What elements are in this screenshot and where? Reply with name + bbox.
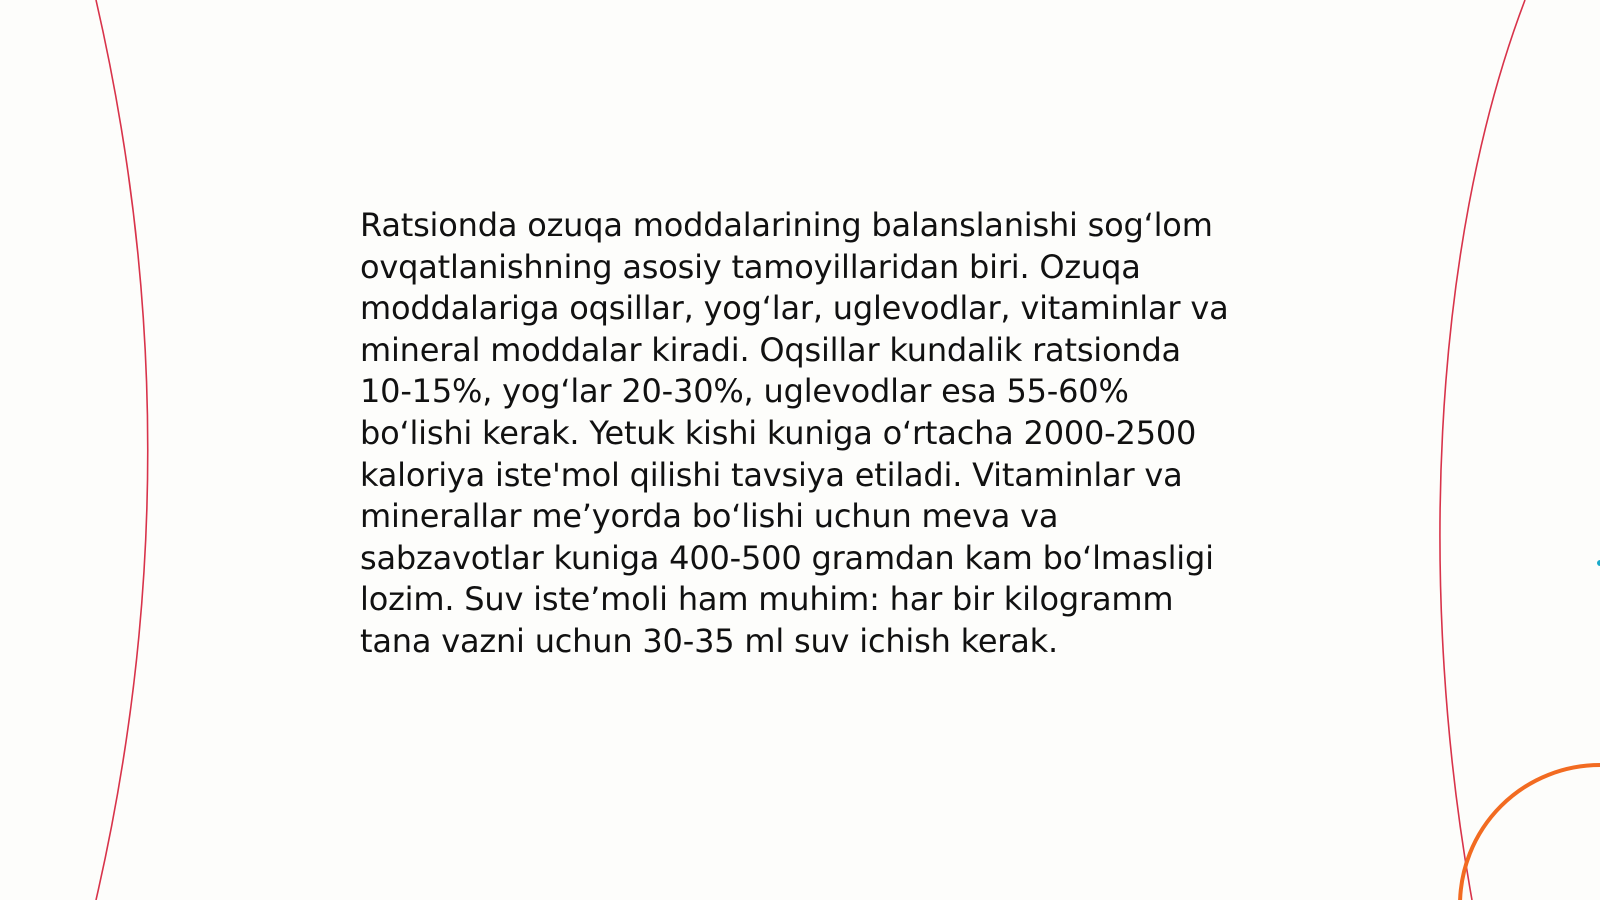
right-arc-line xyxy=(1440,0,1525,900)
left-arc-line xyxy=(96,0,148,900)
body-paragraph: Ratsionda ozuqa moddalarining balanslanishi sog‘lom ovqatlanishning asosiy tamoyillaridan biri. Ozuqa moddalariga oqsillar, yog‘lar, uglevodlar, vitaminlar va mineral moddalar kiradi. Oqsillar kundalik ratsionda 10-15%, yog‘lar 20-30%, uglevodlar esa 55-60% bo‘lishi kerak. Yetuk kishi kuniga o‘rtacha 2000-2500 kaloriya iste'mol qilishi tavsiya etiladi. Vitaminlar va minerallar me’yorda bo‘lishi uchun meva va sabzavotlar kuniga 400-500 gramdan kam bo‘lmasligi lozim. Suv iste’moli ham muhim: har bir kilogramm tana vazni uchun 30-35 ml suv ichish kerak. xyxy=(360,206,1229,660)
orange-circle-arc xyxy=(1460,765,1600,900)
